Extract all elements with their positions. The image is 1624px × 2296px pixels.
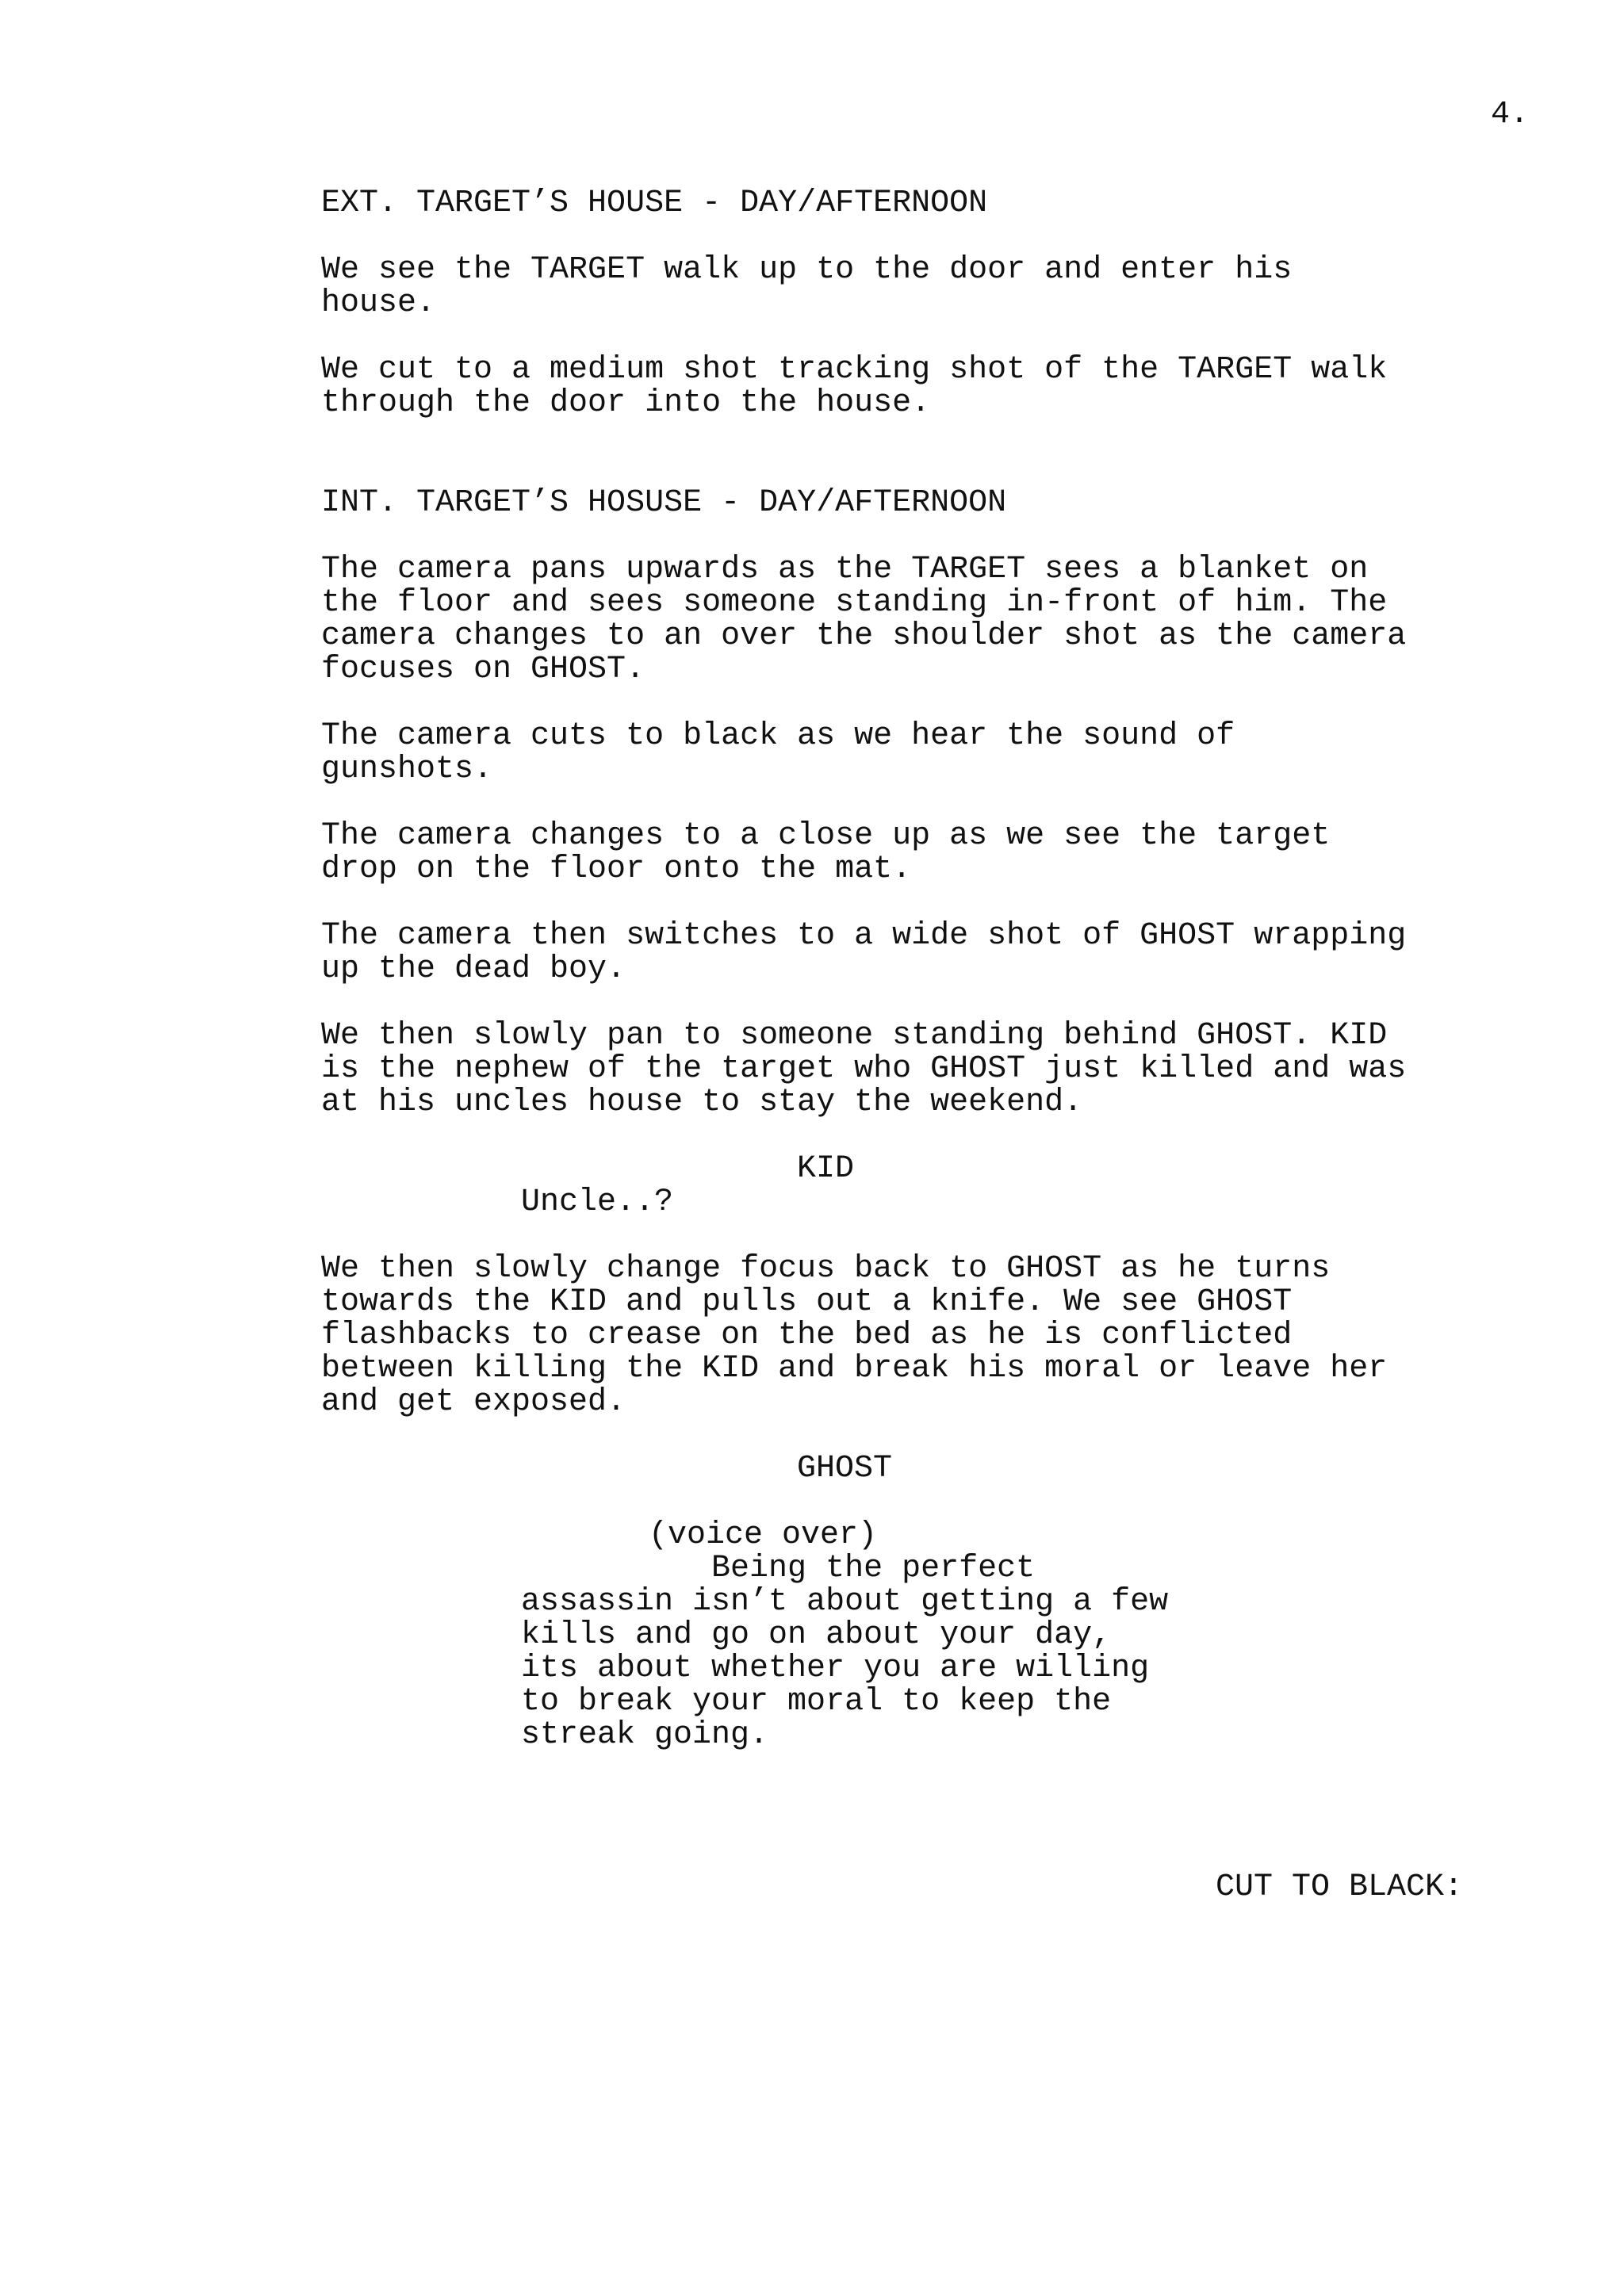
action-paragraph: We then slowly change focus back to GHOST as he turns towards the KID and pulls out a knife. We see GHOST flashbacks to crease on the bed as he is conflicted between killing the KID and break his moral or leave her and get exposed.: [321, 1251, 1388, 1420]
action-paragraph: We cut to a medium shot tracking shot of the TARGET walk through the door into the house.: [321, 352, 1388, 421]
scene-heading-ext: EXT. TARGET’S HOUSE - DAY/AFTERNOON: [321, 186, 988, 221]
parenthetical-voice-over: (voice over): [649, 1517, 878, 1553]
character-name-ghost: GHOST: [797, 1451, 893, 1487]
action-paragraph: The camera changes to a close up as we see the target drop on the floor onto the mat.: [321, 818, 1331, 887]
action-paragraph: The camera pans upwards as the TARGET sees a blanket on the floor and sees someone standing in-front of him. The camera changes to an over the shoulder shot as the camera focuses on GHOST.: [321, 552, 1407, 687]
transition-cut-to-black: CUT TO BLACK:: [1216, 1869, 1464, 1905]
screenplay-content: [321, 187, 1479, 1752]
action-paragraph: The camera cuts to black as we hear the sound of gunshots.: [321, 718, 1235, 787]
action-paragraph: We then slowly pan to someone standing behind GHOST. KID is the nephew of the target who GHOST just killed and was at his uncles house to stay the weekend.: [321, 1018, 1407, 1120]
page-number: 4.: [1491, 97, 1530, 132]
scene-heading-int: INT. TARGET’S HOSUSE - DAY/AFTERNOON: [321, 485, 1007, 521]
character-name-kid: KID: [797, 1151, 855, 1187]
action-paragraph: We see the TARGET walk up to the door and enter his house.: [321, 252, 1293, 321]
dialogue-ghost: Being the perfect assassin isn’t about getting a few kills and go on about your day, its about whether you are willing to break your moral to keep the streak going.: [521, 1551, 1169, 1753]
action-paragraph: The camera then switches to a wide shot of GHOST wrapping up the dead boy.: [321, 918, 1407, 987]
dialogue-kid: Uncle..?: [521, 1184, 674, 1220]
